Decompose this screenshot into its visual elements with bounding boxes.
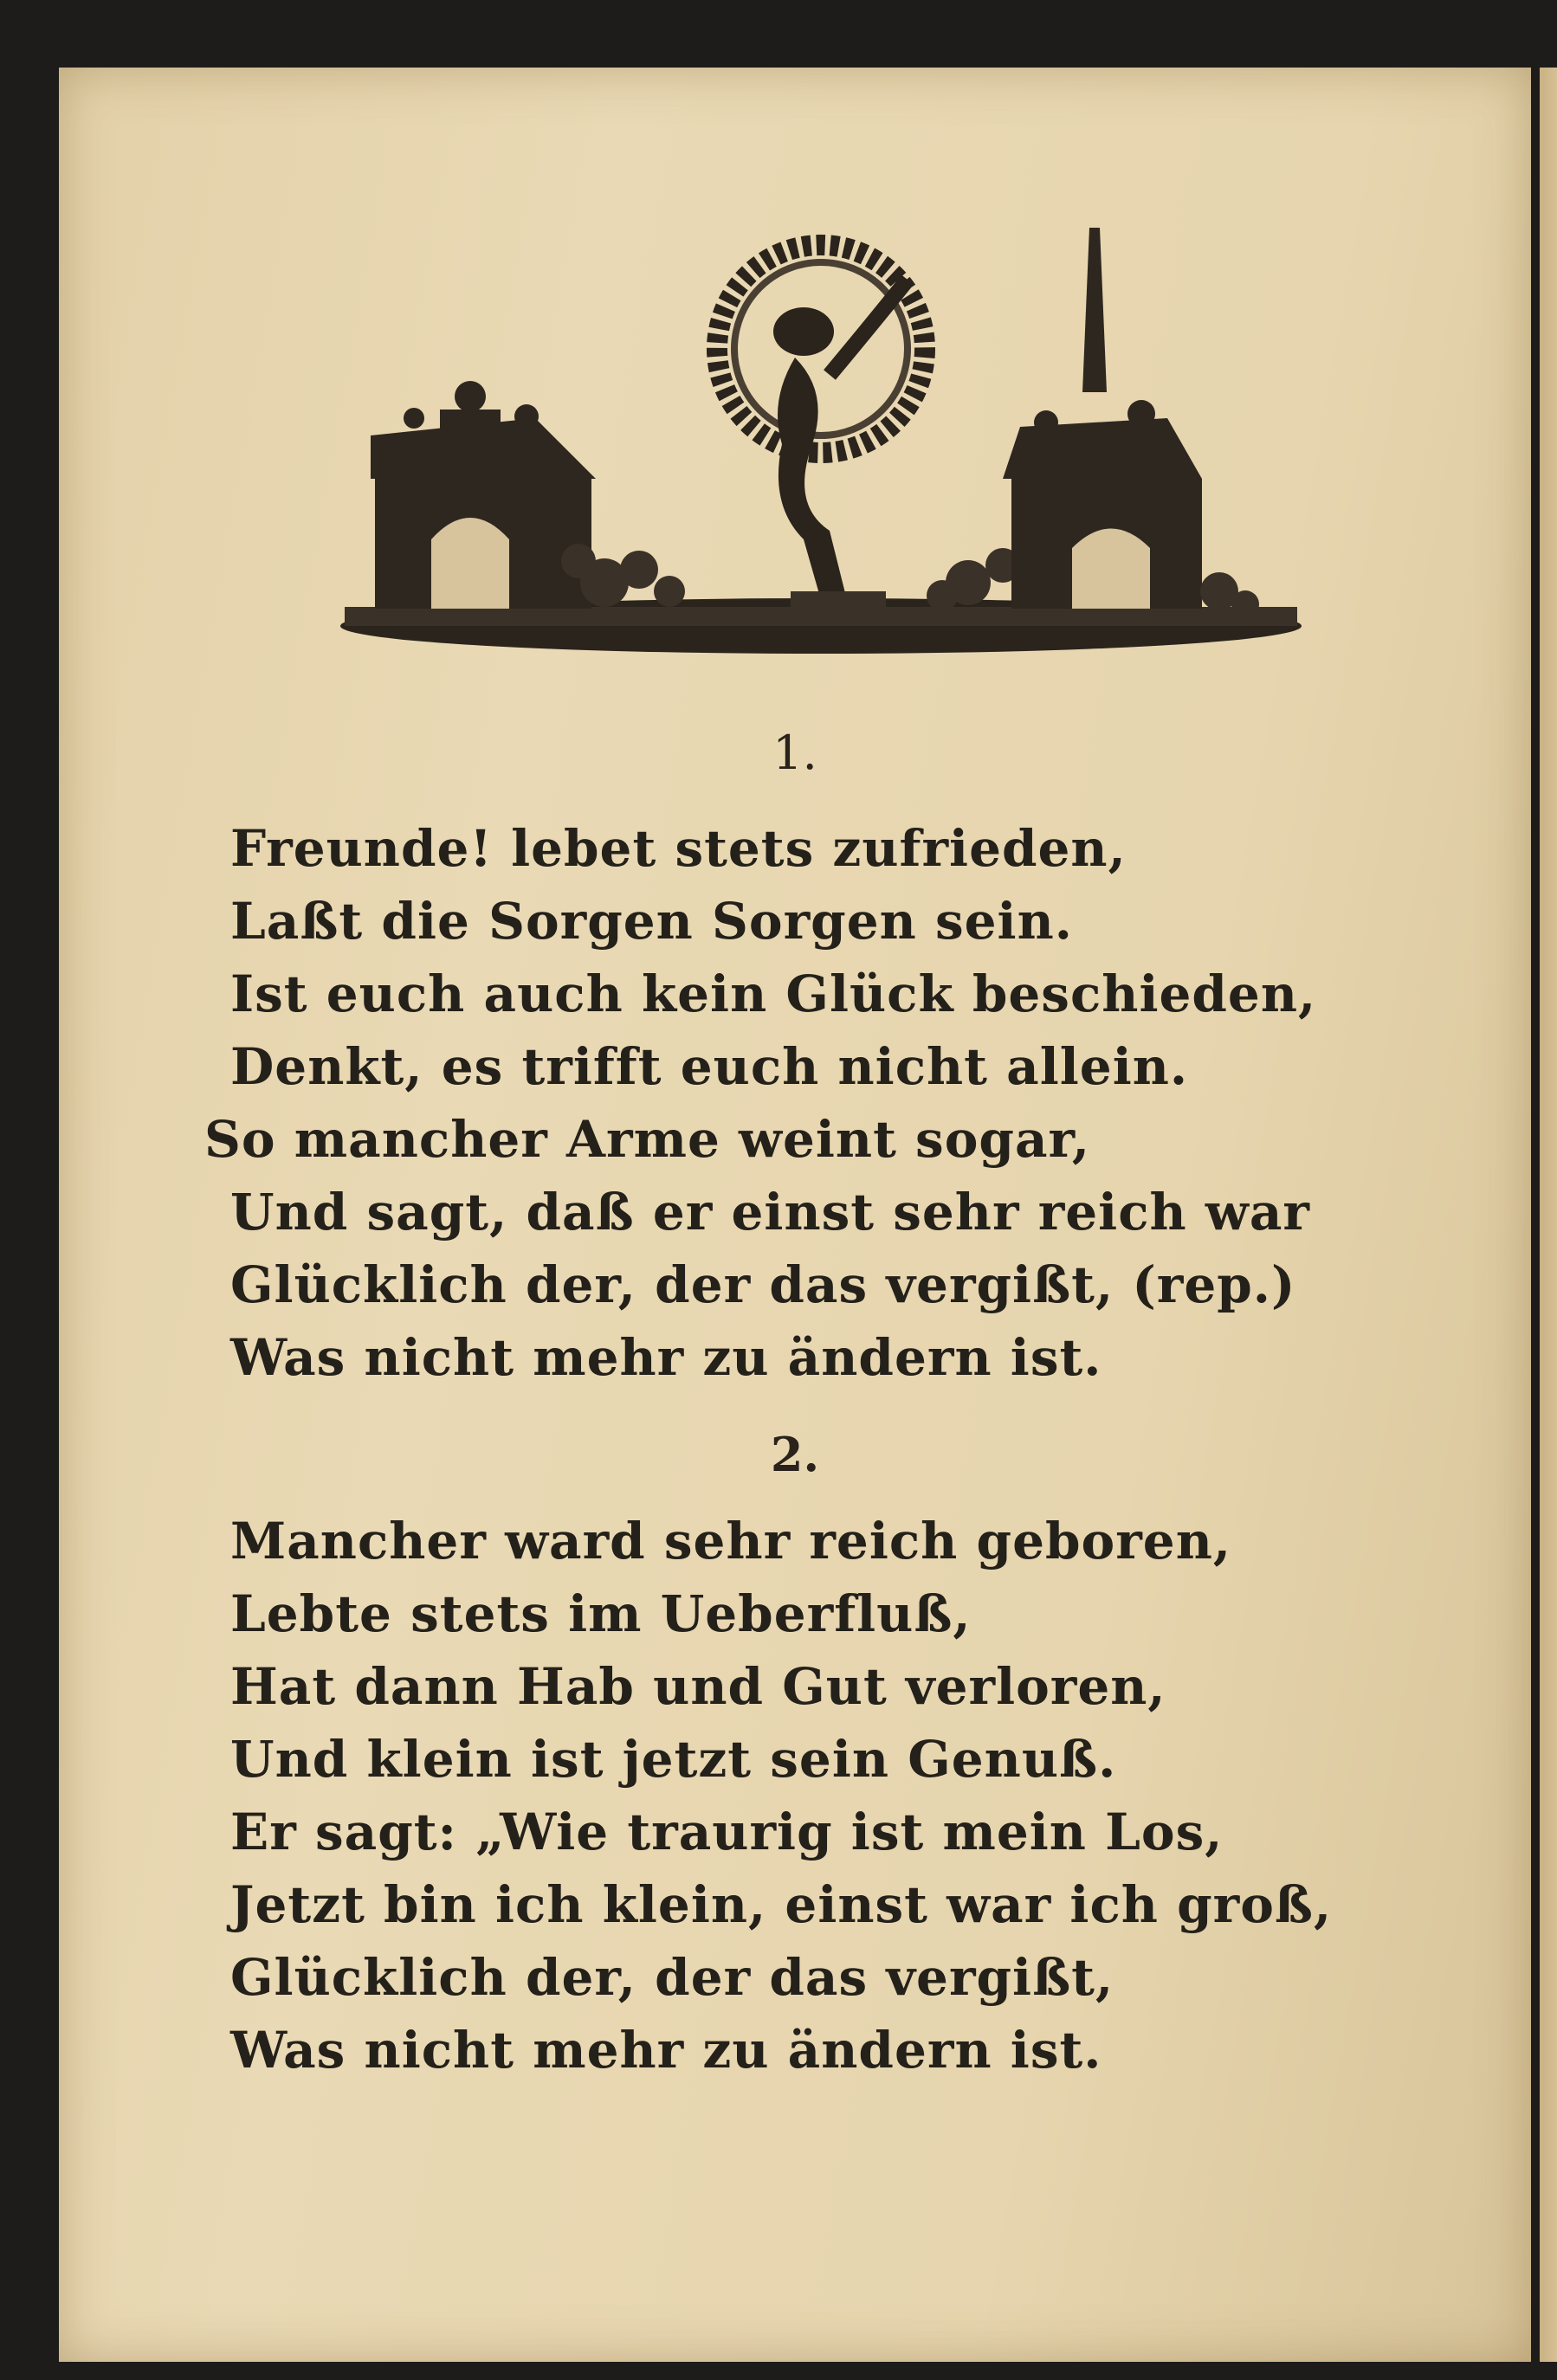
verse-number-1: 1.	[772, 726, 817, 780]
vignette-illustration	[310, 219, 1332, 704]
verse-line: Was nicht mehr zu ändern ist.	[230, 2021, 1102, 2080]
page-fold-edge	[1540, 68, 1557, 2362]
wreath-figure-icon	[717, 245, 925, 610]
verse-line: Was nicht mehr zu ändern ist.	[230, 1328, 1102, 1387]
verse-1	[204, 812, 1495, 1394]
verse-line: So mancher Arme weint sogar,	[204, 1110, 1091, 1169]
left-pavilion-icon	[371, 381, 596, 609]
verse-line: Laßt die Sorgen Sorgen sein.	[230, 892, 1073, 951]
right-monument-icon	[1003, 228, 1202, 609]
verse-line: Lebte stets im Ueberfluß,	[230, 1584, 972, 1643]
verse-line: Glücklich der, der das vergißt,	[230, 1948, 1114, 2007]
verse-line: Glücklich der, der das vergißt, (rep.)	[230, 1255, 1296, 1314]
verse-line: Jetzt bin ich klein, einst war ich groß,	[230, 1875, 1333, 1934]
verse-line: Denkt, es trifft euch nicht allein.	[230, 1037, 1189, 1096]
verse-line: Mancher ward sehr reich geboren,	[230, 1512, 1232, 1571]
verse-line: Und klein ist jetzt sein Genuß.	[230, 1730, 1117, 1789]
verse-line: Ist euch auch kein Glück beschieden,	[230, 964, 1317, 1023]
verse-line: Freunde! lebet stets zufrieden,	[230, 819, 1127, 878]
verse-line: Hat dann Hab und Gut verloren,	[230, 1657, 1166, 1716]
verse-2	[230, 1505, 1495, 2087]
verse-number-2: 2.	[770, 1427, 820, 1482]
verse-line: Und sagt, daß er einst sehr reich war	[230, 1183, 1310, 1242]
page	[59, 68, 1531, 2362]
verse-line: Er sagt: „Wie traurig ist mein Los,	[230, 1803, 1224, 1861]
